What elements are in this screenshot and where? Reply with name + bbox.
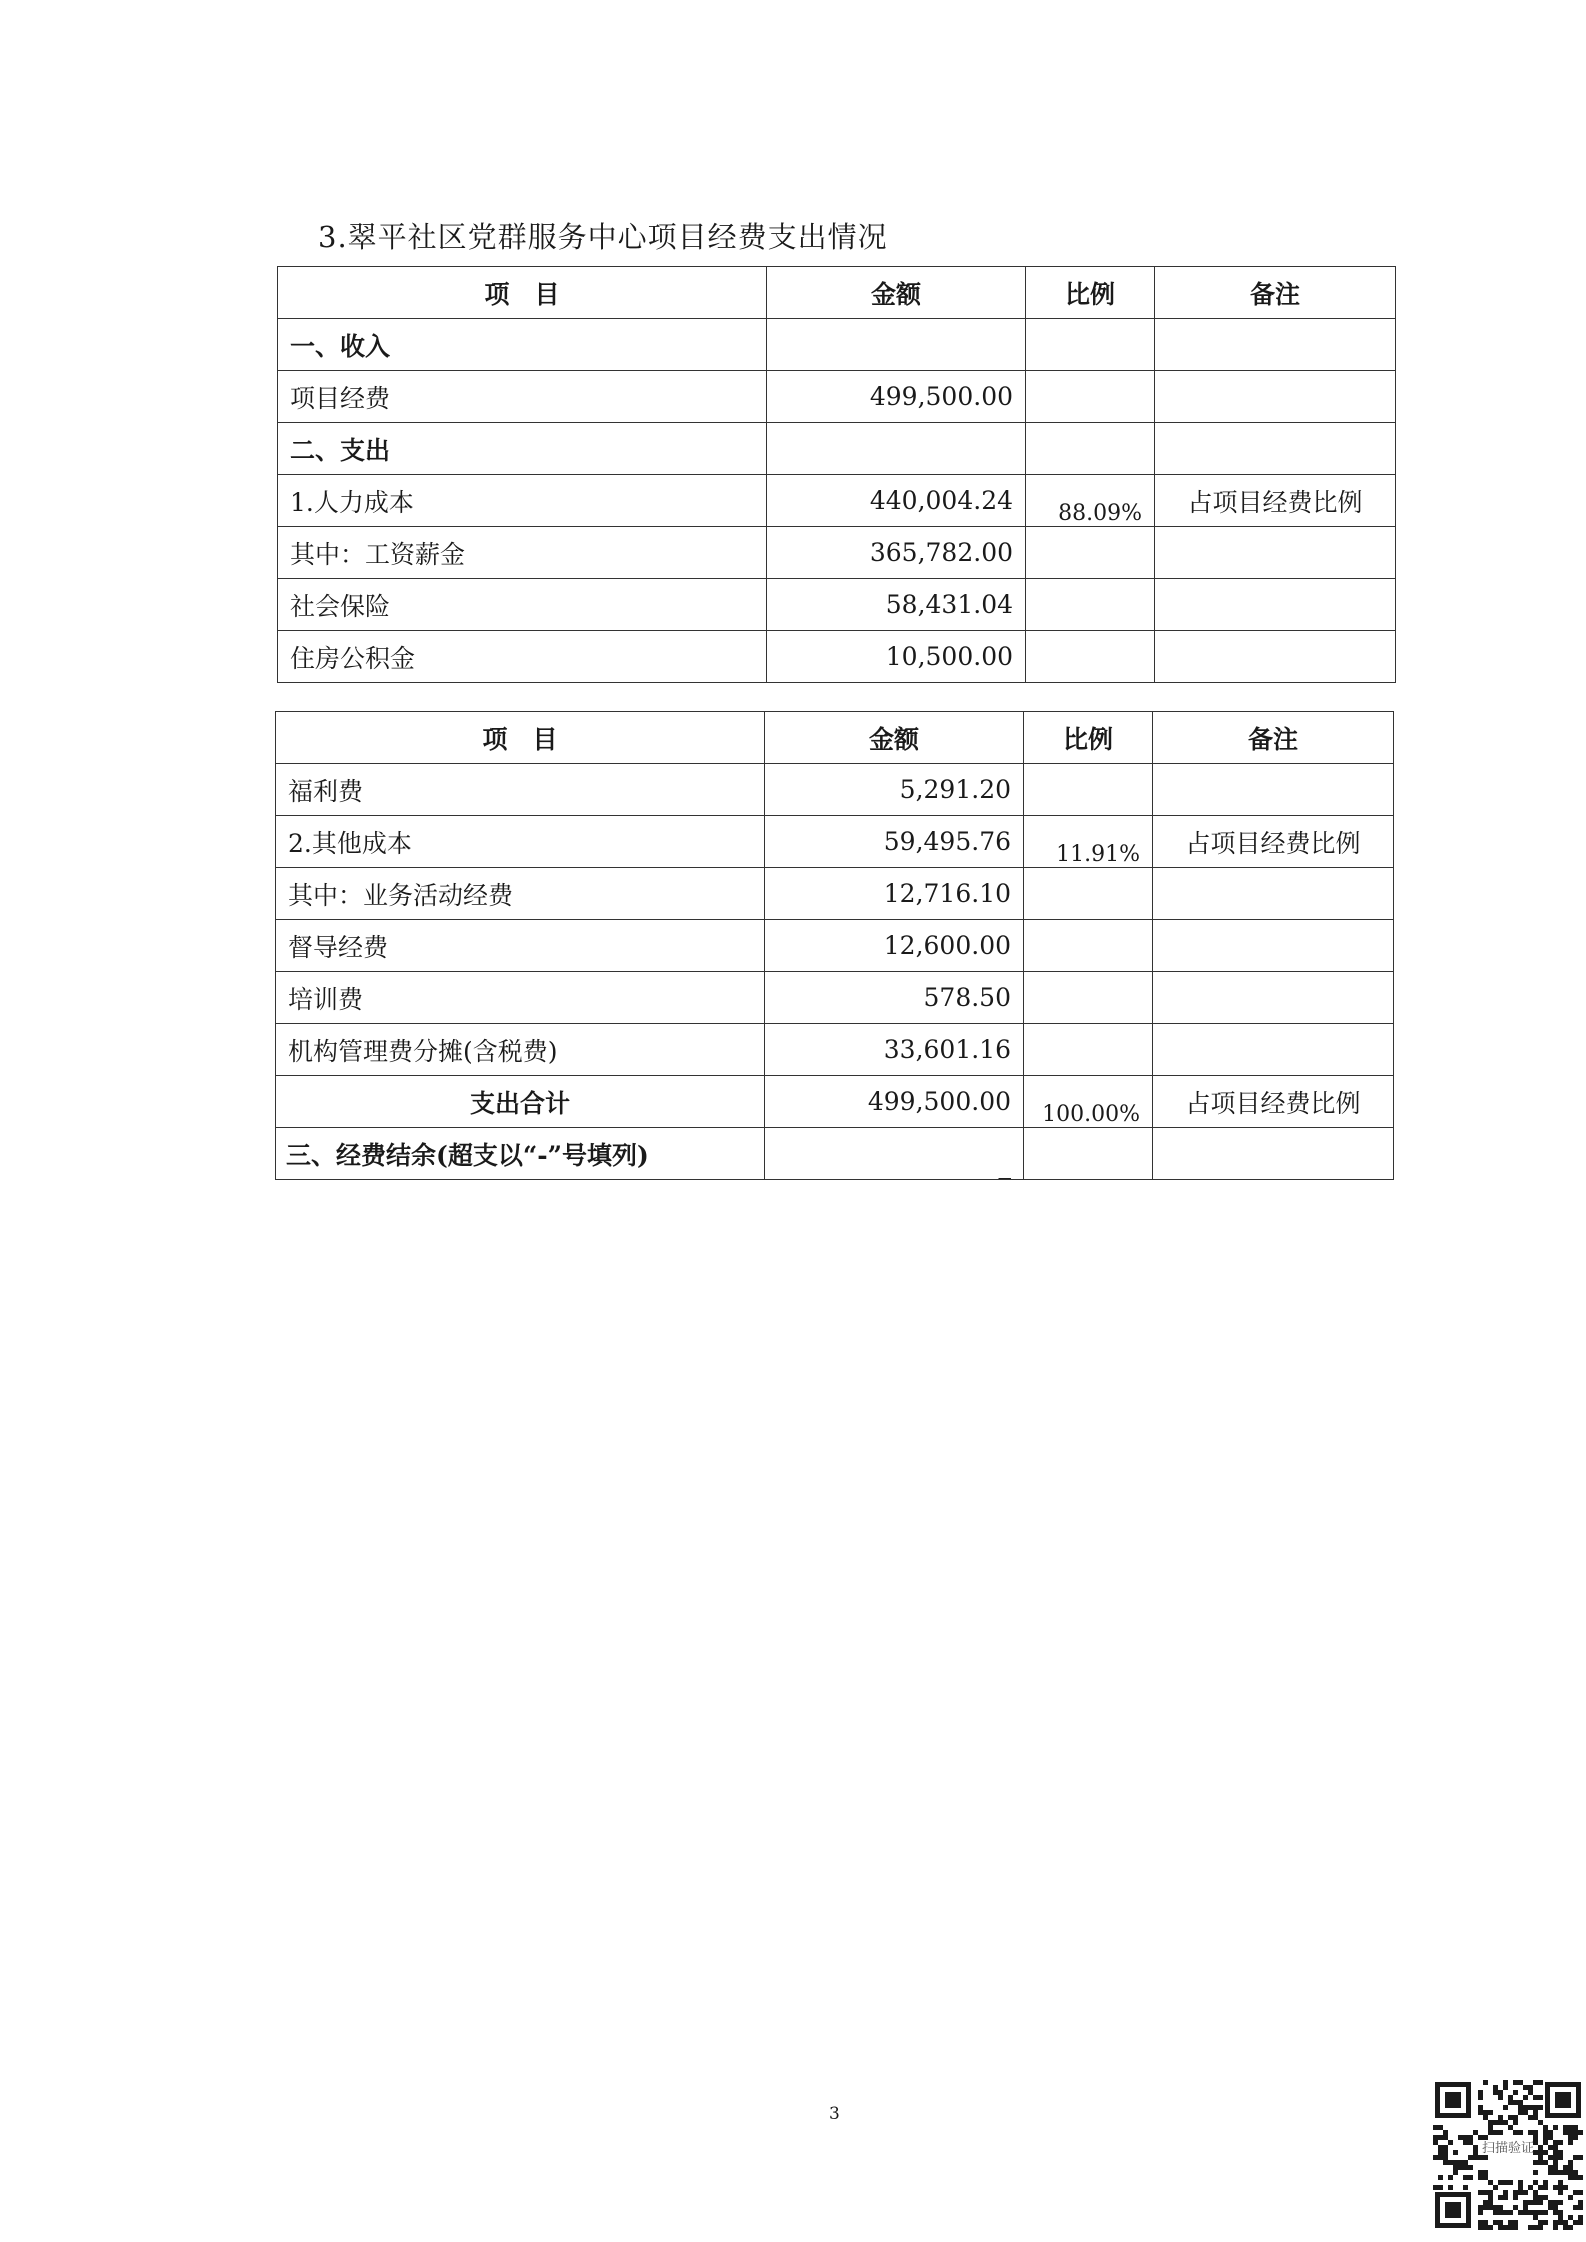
table-header-row <box>278 267 1396 319</box>
header-ratio: 比例 <box>1024 712 1153 764</box>
row-note <box>1153 920 1394 972</box>
row-ratio: 100.00% <box>1024 1076 1153 1128</box>
section-title: 3.翠平社区党群服务中心项目经费支出情况 <box>318 220 888 254</box>
header-note: 备注 <box>1153 712 1394 764</box>
row-note <box>1155 527 1396 579</box>
row-amount: 499,500.00 <box>765 1076 1024 1128</box>
row-note <box>1153 1024 1394 1076</box>
row-ratio <box>1026 423 1155 475</box>
row-amount: 58,431.04 <box>767 579 1026 631</box>
row-note <box>1155 579 1396 631</box>
row-ratio <box>1024 1024 1153 1076</box>
row-amount: 12,716.10 <box>765 868 1024 920</box>
table-row <box>278 423 1396 475</box>
row-item: 一、收入 <box>278 319 767 371</box>
row-note <box>1155 423 1396 475</box>
row-item: 机构管理费分摊(含税费) <box>276 1024 765 1076</box>
row-amount <box>767 423 1026 475</box>
row-item: 住房公积金 <box>278 631 767 683</box>
row-amount: _ <box>765 1128 1024 1180</box>
table-row <box>278 631 1396 683</box>
row-note <box>1155 631 1396 683</box>
row-note <box>1153 764 1394 816</box>
row-note <box>1155 371 1396 423</box>
row-ratio: 11.91% <box>1024 816 1153 868</box>
row-ratio <box>1026 579 1155 631</box>
row-ratio <box>1026 319 1155 371</box>
row-note: 占项目经费比例 <box>1153 1076 1394 1128</box>
header-amount: 金额 <box>765 712 1024 764</box>
row-ratio <box>1024 764 1153 816</box>
row-amount: 365,782.00 <box>767 527 1026 579</box>
row-item: 三、经费结余(超支以“-”号填列) <box>276 1128 765 1180</box>
row-note <box>1153 1128 1394 1180</box>
row-item: 培训费 <box>276 972 765 1024</box>
row-amount <box>767 319 1026 371</box>
row-ratio <box>1024 972 1153 1024</box>
row-ratio <box>1026 631 1155 683</box>
row-amount: 10,500.00 <box>767 631 1026 683</box>
row-amount: 499,500.00 <box>767 371 1026 423</box>
row-item: 二、支出 <box>278 423 767 475</box>
table-row <box>278 527 1396 579</box>
header-ratio: 比例 <box>1026 267 1155 319</box>
row-item: 其中：业务活动经费 <box>276 868 765 920</box>
row-amount: 12,600.00 <box>765 920 1024 972</box>
qr-label: 扫描验证 <box>1481 2141 1535 2156</box>
row-amount: 5,291.20 <box>765 764 1024 816</box>
row-item: 1.人力成本 <box>278 475 767 527</box>
row-ratio <box>1024 1128 1153 1180</box>
table-row <box>276 920 1394 972</box>
table-row <box>276 1024 1394 1076</box>
row-note <box>1153 868 1394 920</box>
row-item: 支出合计 <box>276 1076 765 1128</box>
table-row <box>276 816 1394 868</box>
table-row <box>278 319 1396 371</box>
table-row <box>276 868 1394 920</box>
table-row-balance <box>276 1128 1394 1180</box>
row-amount: 33,601.16 <box>765 1024 1024 1076</box>
row-ratio: 88.09% <box>1026 475 1155 527</box>
qr-code-icon <box>1433 2080 1583 2230</box>
row-ratio <box>1026 527 1155 579</box>
row-amount: 578.50 <box>765 972 1024 1024</box>
expense-table-part2 <box>275 711 1394 1180</box>
table-row-total <box>276 1076 1394 1128</box>
row-ratio <box>1024 868 1153 920</box>
row-ratio <box>1024 920 1153 972</box>
row-amount: 440,004.24 <box>767 475 1026 527</box>
expense-table-part1 <box>277 266 1396 683</box>
table-row <box>276 972 1394 1024</box>
header-amount: 金额 <box>767 267 1026 319</box>
row-item: 福利费 <box>276 764 765 816</box>
row-note: 占项目经费比例 <box>1153 816 1394 868</box>
page-number: 3 <box>829 2104 840 2124</box>
row-ratio <box>1026 371 1155 423</box>
table-header-row <box>276 712 1394 764</box>
table-row <box>278 579 1396 631</box>
header-item: 项 目 <box>278 267 767 319</box>
table-row <box>278 475 1396 527</box>
row-item: 督导经费 <box>276 920 765 972</box>
header-item: 项 目 <box>276 712 765 764</box>
row-item: 2.其他成本 <box>276 816 765 868</box>
row-amount: 59,495.76 <box>765 816 1024 868</box>
row-note <box>1155 319 1396 371</box>
header-note: 备注 <box>1155 267 1396 319</box>
row-item: 社会保险 <box>278 579 767 631</box>
row-item: 项目经费 <box>278 371 767 423</box>
row-item: 其中：工资薪金 <box>278 527 767 579</box>
table-row <box>278 371 1396 423</box>
table-row <box>276 764 1394 816</box>
row-note: 占项目经费比例 <box>1155 475 1396 527</box>
row-note <box>1153 972 1394 1024</box>
